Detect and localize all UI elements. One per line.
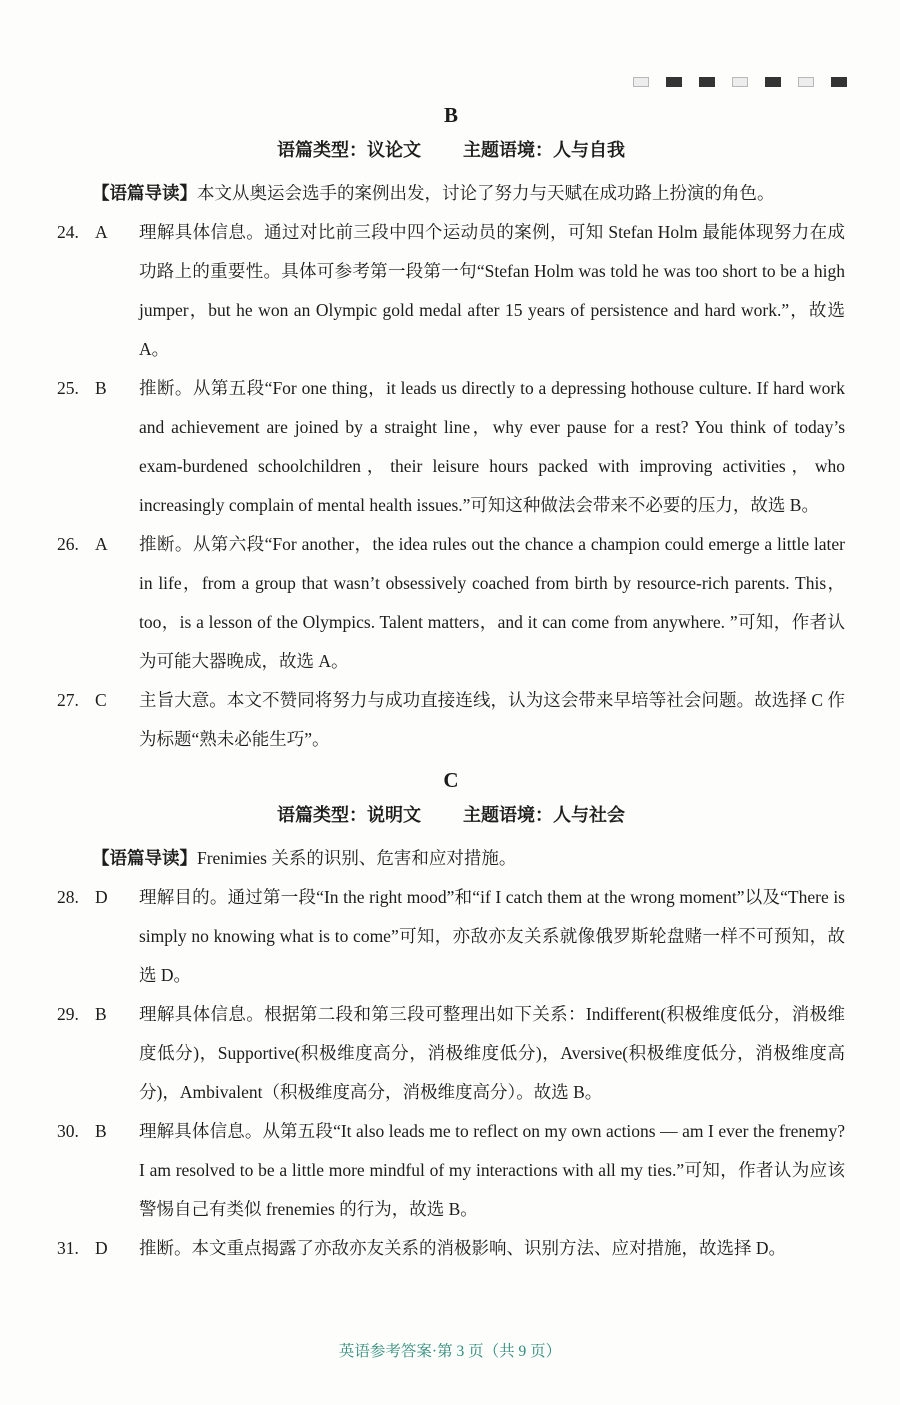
intro-text: Frenimies 关系的识别、危害和应对措施。 [197,848,517,868]
question-number: 29. [57,1004,79,1024]
theme-label: 主题语境：人与社会 [463,805,625,825]
question-number: 25. [57,378,79,398]
answer-letter: A [95,534,108,554]
filled-mark [831,77,847,87]
registration-marks [633,77,847,87]
section-b-type-line [57,136,845,164]
section-c [57,765,845,1268]
outline-mark [732,77,748,87]
intro-label: 【语篇导读】 [92,848,197,868]
answer-explanation: 推断。从第五段“For one thing，it leads us directly to a depressing hothouse culture. If hard work and achievement are joined by a straight line，why ever pause for a rest? You think of today’s exam-burdened schoolchildren，their leisure hours packed with improving activities，who increasingly complain of mental health issues.”可知这种做法会带来不必要的压力，故选 B。 [139,378,845,515]
answer-item [57,681,845,759]
filled-mark [699,77,715,87]
filled-mark [666,77,682,87]
question-number: 31. [57,1238,79,1258]
answer-explanation: 主旨大意。本文不赞同将努力与成功直接连线，认为这会带来早培等社会问题。故选择 C 作为标题“熟未必能生巧”。 [139,690,845,749]
answer-explanation: 理解具体信息。根据第二段和第三段可整理出如下关系：Indifferent(积极维度低分，消极维度低分)，Supportive(积极维度高分，消极维度低分)，Aversive(积极维度低分，消极维度高分)，Ambivalent（积极维度高分，消极维度高分）。故选 B。 [139,1004,845,1102]
genre-label: 语篇类型：说明文 [277,805,421,825]
passage-intro [57,174,845,213]
filled-mark [765,77,781,87]
answer-explanation: 理解目的。通过第一段“In the right mood”和“if I catch them at the wrong moment”以及“There is simply no knowing what is to come”可知，亦敌亦友关系就像俄罗斯轮盘赌一样不可预知，故选 D。 [139,887,845,985]
intro-text: 本文从奥运会选手的案例出发，讨论了努力与天赋在成功路上扮演的角色。 [197,183,775,203]
answer-item [57,369,845,525]
question-number: 30. [57,1121,79,1141]
outline-mark [798,77,814,87]
page-footer: 英语参考答案·第 3 页（共 9 页） [338,1343,562,1360]
section-c-heading: C [443,768,459,792]
answer-item [57,1112,845,1229]
passage-intro [57,839,845,878]
question-number: 24. [57,222,79,242]
intro-label: 【语篇导读】 [92,183,197,203]
theme-label: 主题语境：人与自我 [463,140,625,160]
answer-letter: A [95,222,108,242]
answer-explanation: 推断。从第六段“For another，the idea rules out the chance a champion could emerge a little later in life，from a group that wasn’t obsessively coached from birth by resource-rich parents. This，too，is a lesson of the Olympics. Talent matters，and it can come from anywhere. ”可知，作者认为可能大器晚成，故选 A。 [139,534,845,671]
outline-mark [633,77,649,87]
section-c-type-line [57,801,845,829]
answer-letter: C [95,690,107,710]
answer-item [57,995,845,1112]
section-b [57,100,845,759]
answer-letter: D [95,887,108,907]
question-number: 27. [57,690,79,710]
section-b-heading: B [443,103,458,127]
answer-item [57,525,845,681]
answer-letter: B [95,1121,107,1141]
answer-letter: B [95,378,107,398]
answer-item [57,213,845,369]
answer-explanation: 推断。本文重点揭露了亦敌亦友关系的消极影响、识别方法、应对措施，故选择 D。 [139,1238,787,1258]
answer-letter: B [95,1004,107,1024]
question-number: 28. [57,887,79,907]
answer-explanation: 理解具体信息。通过对比前三段中四个运动员的案例，可知 Stefan Holm 最能体现努力在成功路上的重要性。具体可参考第一段第一句“Stefan Holm was told he was too short to be a high jumper，but he won an Olympic gold medal after 15 years of persistence and hard work.”，故选 A。 [139,222,845,359]
answer-item [57,878,845,995]
answer-explanation: 理解具体信息。从第五段“It also leads me to reflect on my own actions — am I ever the frenemy? I am resolved to be a little more mindful of my interactions with all my ties.”可知，作者认为应该警惕自己有类似 frenemies 的行为，故选 B。 [139,1121,845,1219]
question-number: 26. [57,534,79,554]
genre-label: 语篇类型：议论文 [277,140,421,160]
answer-letter: D [95,1238,108,1258]
answer-item [57,1229,845,1268]
